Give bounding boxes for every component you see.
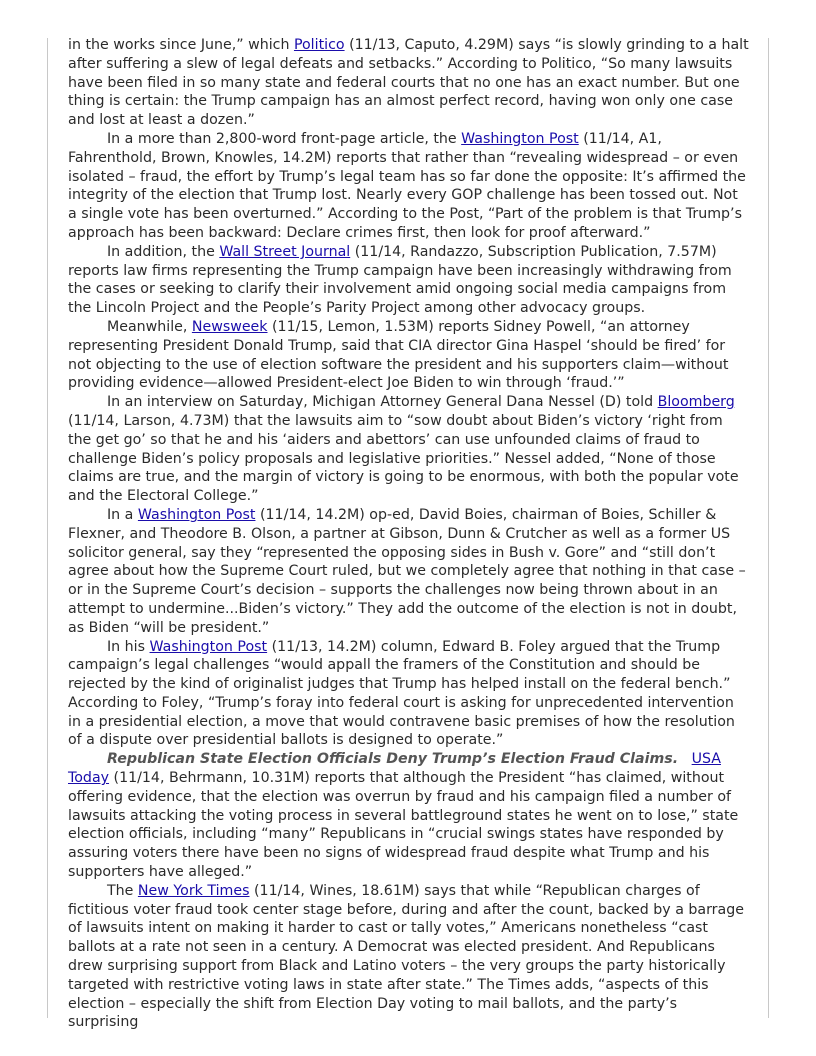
source-link[interactable]: Bloomberg	[657, 394, 735, 411]
article-paragraph	[68, 36, 750, 130]
source-link[interactable]: Politico	[293, 37, 345, 53]
paragraph-text: In a	[107, 506, 138, 523]
source-link[interactable]: Wall Street Journal	[219, 243, 351, 260]
paragraph-text: In an interview on Saturday, Michigan Attorney General Dana Nessel (D) told	[107, 394, 658, 411]
paragraph-text: (11/14, A1, Fahrenthold, Brown, Knowles, 14.2M) reports that rather than “revealing widespread – or even isolated – fraud, the effort by Trump’s legal team has so far done the opposite: It’s affirmed the integrity of the election that Trump lost. Nearly every GOP challenge has been tossed out. Not a single vote has been overturned.” According to the Post, “Part of the problem is that Trump’s approach has been backward: Declare crimes first, then look for proof afterward.”	[68, 130, 746, 241]
article-paragraph	[68, 882, 750, 1032]
paragraph-text: (11/13, 14.2M) column, Edward B. Foley argued that the Trump campaign’s legal challenges “would appall the framers of the Constitution and should be rejected by the kind of originalist judges that Trump has helped install on the federal bench.” According to Foley, “Trump’s foray into federal court is asking for unprecedented intervention in a presidential election, a move that would contravene basic premises of how the resolution of a dispute over presidential ballots is designed to operate.”	[68, 638, 735, 749]
paragraph-text: (11/14, Larson, 4.73M) that the lawsuits aim to “sow doubt about Biden’s victory ‘right from the get go’ so that he and his ‘aiders and abettors’ can use unfounded claims of fraud to challenge Biden’s policy proposals and legislative priorities.” Nessel added, “None of those claims are true, and the margin of victory is going to be enormous, with both the popular vote and the Electoral College.”	[68, 412, 739, 505]
paragraph-text: In his	[107, 638, 150, 655]
paragraph-text: (11/14, Behrmann, 10.31M) reports that although the President “has claimed, without offering evidence, that the election was overrun by fraud and his campaign filed a number of lawsuits attacking the voting process in several battleground states he went on to lose,” state election officials, including “many” Republicans in “crucial swings states have responded by assuring voters there have been no signs of widespread fraud despite what Trump and his supporters have alleged.”	[68, 770, 739, 881]
article-paragraph	[68, 318, 750, 393]
source-link[interactable]: Washington Post	[137, 506, 256, 523]
paragraph-text	[678, 751, 692, 767]
left-margin-rule	[47, 38, 48, 1018]
article-paragraph	[68, 393, 750, 506]
paragraph-text: (11/13, Caputo, 4.29M) says “is slowly grinding to a halt after suffering a slew of legal defeats and setbacks.” According to Politico, “So many lawsuits have been filed in so many state and federal courts that no one has an exact number. But one thing is certain: the Trump campaign has an almost perfect record, having won only one case and lost at least a dozen.”	[68, 37, 749, 129]
paragraph-text: (11/14, Randazzo, Subscription Publication, 7.57M) reports law firms representing the Trump campaign have been increasingly withdrawing from the cases or seeking to clarify their involvement amid ongoing social media campaigns from the Lincoln Project and the People’s Parity Project among other advocacy groups.	[68, 243, 732, 317]
paragraph-text: The	[107, 882, 138, 899]
article-paragraph	[68, 506, 750, 638]
paragraph-text: (11/14, Wines, 18.61M) says that while “Republican charges of fictitious voter fraud took center stage before, during and after the count, backed by a barrage of lawsuits intent on making it harder to cast or tally votes,” Americans nonetheless “cast ballots at a rate not seen in a century. A Democrat was elected president. And Republicans drew surprising support from Black and Latino voters – the very groups the party historically targeted with restrictive voting laws in state after state.” The Times adds, “aspects of this election – especially the shift from Election Day voting to mail ballots, and the party’s surprising	[68, 882, 744, 1031]
paragraph-text: (11/15, Lemon, 1.53M) reports Sidney Powell, “an attorney representing President Donald Trump, said that CIA director Gina Haspel ‘should be fired’ for not objecting to the use of election software the president and his supporters claim—without providing evidence—allowed President-elect Joe Biden to win through ‘fraud.’”	[68, 318, 729, 392]
source-link[interactable]: Washington Post	[461, 130, 579, 147]
source-link[interactable]: New York Times	[137, 882, 250, 899]
section-heading: Republican State Election Officials Deny Trump’s Election Fraud Claims.	[107, 751, 679, 768]
source-link[interactable]: Washington Post	[149, 638, 268, 655]
paragraph-text: Meanwhile,	[107, 318, 192, 335]
paragraph-text: (11/14, 14.2M) op-ed, David Boies, chairman of Boies, Schiller & Flexner, and Theodore B. Olson, a partner at Gibson, Dunn & Crutcher as well as a former US solicitor general, say they “represented the opposing sides in Bush v. Gore” and “still don’t agree about how the Supreme Court ruled, but we completely agree that nothing in that case – or in the Supreme Court’s decision – supports the challenges now being thrown about in an attempt to undermine...Biden’s victory.” They add the outcome of the election is not in doubt, as Biden “will be president.”	[68, 506, 746, 636]
article-paragraph	[68, 130, 750, 243]
paragraph-text: In addition, the	[107, 243, 220, 260]
article-paragraph	[68, 750, 750, 882]
paragraph-text: In a more than 2,800-word front-page article, the	[107, 130, 462, 147]
source-link[interactable]: Newsweek	[191, 318, 268, 335]
right-margin-rule	[768, 38, 769, 1018]
source-link[interactable]: USA Today	[68, 751, 721, 787]
document-body	[68, 36, 750, 1032]
paragraph-text: in the works since June,” which	[68, 37, 294, 53]
article-paragraph	[68, 638, 750, 751]
article-paragraph	[68, 243, 750, 318]
